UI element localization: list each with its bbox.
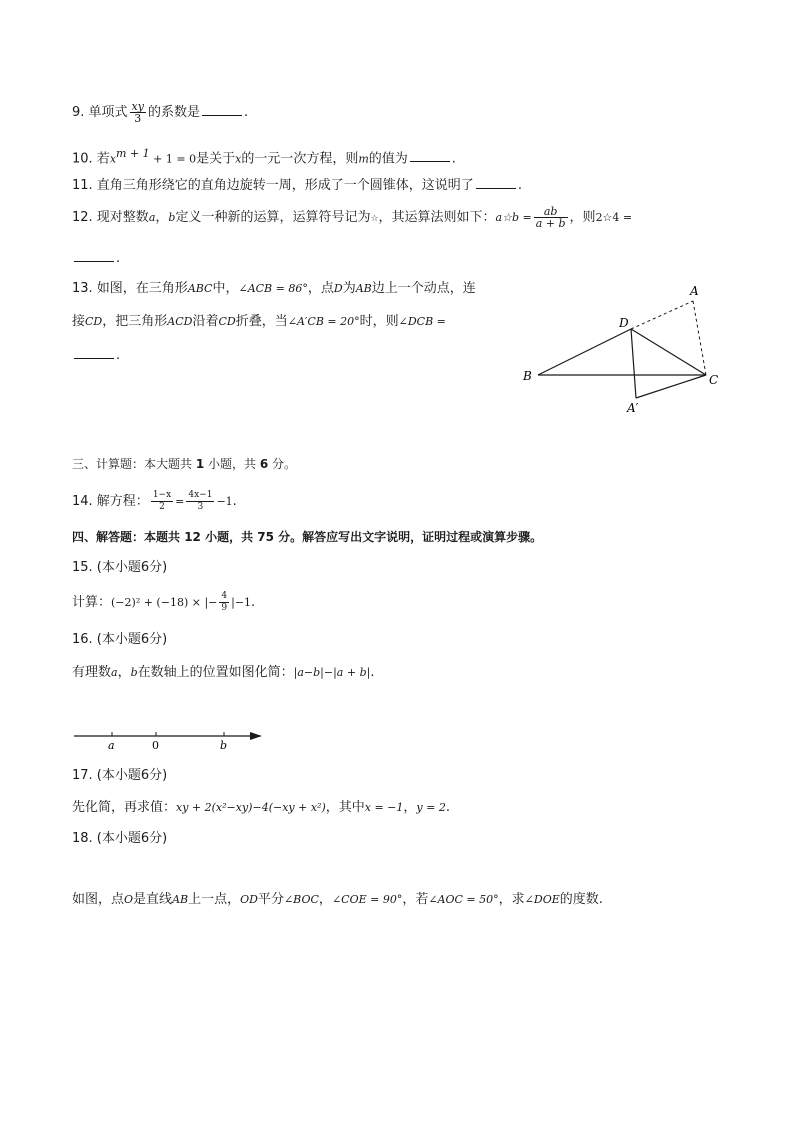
star-operator-icon: ☆: [370, 214, 379, 224]
q13-mid: 中，: [212, 281, 239, 296]
q13-l2-mid2: 沿着: [192, 314, 219, 329]
q10-mid2: 的一元一次方程，则: [241, 151, 359, 167]
q14-equals: =: [175, 495, 185, 508]
q17-end: .: [445, 800, 450, 815]
q17-sep: ，: [403, 800, 417, 815]
q12-rule-num: ab: [534, 206, 568, 218]
q14-tail: −1: [216, 495, 233, 508]
answer-blank: [74, 346, 114, 359]
question-13-line-1: [72, 280, 476, 298]
q15-fraction-num: 4: [221, 591, 228, 601]
q17-cond-y: y = 2: [416, 801, 446, 814]
q12-rule-fraction: [534, 206, 568, 229]
question-13-line-2: [72, 313, 446, 331]
q16-expr: |a−b|−|a + b|: [293, 666, 371, 679]
q18-end: .: [598, 892, 603, 907]
label-b: B: [523, 369, 532, 383]
question-12: [72, 206, 632, 229]
label-c: C: [709, 373, 719, 387]
q18-p5: ，: [318, 892, 332, 907]
answer-blank: [202, 103, 242, 116]
segment-bd: [538, 329, 631, 375]
question-17: [72, 799, 450, 817]
q14-den-1: 2: [159, 502, 165, 512]
q18-p4: 平分: [257, 892, 284, 907]
q12-mid3: ，则: [569, 210, 596, 225]
q17-expr: xy + 2(x²−xy)−4(−xy + x²): [176, 801, 326, 814]
q16-mid: 在数轴上的位置如图化简：: [137, 665, 294, 680]
question-15: [72, 591, 255, 614]
question-16: [72, 664, 374, 682]
q18-od: OD: [240, 893, 258, 906]
q14-end: .: [232, 494, 237, 509]
q12-b: b: [168, 211, 176, 224]
question-9: [72, 101, 248, 124]
q16-b: b: [130, 666, 138, 679]
q10-var: x: [235, 152, 242, 166]
segment-a-prime-c: [636, 375, 706, 398]
q9-suffix: 的系数是: [147, 105, 200, 120]
section-4-heading: [72, 528, 542, 546]
q13-suffix: 边上一个动点，连: [371, 281, 476, 296]
sec3-prefix: 三、计算题：本大题共: [72, 457, 196, 471]
sec3-suffix: 分。: [268, 457, 297, 471]
q14-num-2: 4x−1: [188, 490, 213, 500]
q10-mid: 是关于: [196, 151, 236, 167]
q14-num-1: 1−x: [152, 490, 172, 500]
sec4-score: 75: [257, 530, 274, 544]
q13-angle-a2cb: ∠A′CB = 20°: [287, 315, 360, 328]
q13-cd2: CD: [218, 315, 236, 328]
q12-prefix: 12. 现对整数: [72, 210, 149, 225]
q18-p6: ，若: [402, 892, 429, 907]
q12-comma: ，: [155, 210, 169, 225]
label-a: A: [690, 284, 699, 298]
number-line-figure: [72, 726, 272, 752]
label-a-prime: A′: [627, 401, 639, 415]
sec3-mid: 小题，共: [204, 457, 260, 471]
label-d: D: [619, 316, 629, 330]
sec4-count: 12: [184, 530, 201, 544]
q15-fraction: [219, 591, 229, 614]
q17-mid: ，其中: [325, 800, 365, 815]
question-17-heading: 17. (本小题6分): [72, 768, 168, 783]
q13-acd: ACD: [167, 315, 193, 328]
q13-l2-prefix: 接: [72, 314, 86, 329]
answer-blank: [74, 249, 114, 262]
segment-ac-dashed: [693, 301, 706, 375]
q13-l2-mid3: 折叠，当: [235, 314, 288, 329]
answer-blank: [410, 149, 450, 162]
q13-mid2: ，点: [307, 281, 334, 296]
sec3-score: 6: [259, 457, 269, 471]
q18-o: O: [124, 893, 134, 906]
q15-end: .: [251, 595, 256, 610]
sec4-mid: 小题，共: [200, 530, 258, 544]
q13-angle-dcb: ∠DCB =: [398, 315, 446, 328]
sec4-suffix: 分。解答应写出文字说明，证明过程或演算步骤。: [273, 530, 543, 544]
answer-blank: [476, 176, 516, 189]
question-18: [72, 891, 603, 909]
q12-mid2: ，其运算法则如下：: [378, 210, 496, 225]
q10-prefix: 10. 若: [72, 151, 110, 167]
q12-mid: 定义一种新的运算，运算符号记为: [175, 210, 371, 225]
q18-coe: ∠COE = 90°: [331, 893, 403, 906]
q15-prefix: 计算：: [72, 595, 112, 610]
q13-end: .: [116, 348, 121, 363]
q13-cd: CD: [85, 315, 103, 328]
question-10: [72, 145, 456, 168]
q16-comma: ，: [117, 665, 131, 680]
q13-abc: ABC: [187, 282, 213, 295]
q18-boc: ∠BOC: [283, 893, 319, 906]
tick-label-b: b: [220, 739, 228, 752]
sec4-prefix: 四、解答题：本题共: [72, 530, 185, 544]
question-16-heading: 16. (本小题6分): [72, 632, 168, 647]
q14-fraction-1: [151, 490, 173, 513]
q17-prefix: 先化简，再求值：: [72, 800, 177, 815]
question-14: [72, 490, 237, 513]
q18-p7: ，求: [498, 892, 525, 907]
q10-eq-base: x: [109, 152, 117, 166]
q11-text: 11. 直角三角形绕它的直角边旋转一周，形成了一个圆锥体，这说明了: [72, 178, 474, 193]
q16-end: .: [370, 665, 375, 680]
q13-d: D: [333, 282, 343, 295]
q13-mid3: 为: [342, 281, 356, 296]
tick-label-0: 0: [152, 739, 159, 752]
q14-den-2: 3: [197, 502, 204, 512]
tick-label-a: a: [108, 739, 115, 752]
q18-p8: 的度数: [559, 892, 599, 907]
q13-l2-mid: ，把三角形: [102, 314, 168, 329]
q18-p1: 如图，点: [72, 892, 125, 907]
q9-prefix: 9. 单项式: [72, 105, 128, 120]
q10-suffix: 的值为: [368, 151, 408, 167]
q9-end: .: [243, 105, 249, 120]
triangle-fold-figure: [515, 280, 725, 420]
q13-angle-acb: ∠ACB = 86°: [238, 282, 308, 295]
q12-rule-den: a + b: [535, 217, 566, 230]
q15-expr-1: (−2)² + (−18) × |−: [111, 596, 218, 609]
q10-end: .: [451, 151, 456, 167]
q18-p3: 上一点，: [188, 892, 241, 907]
q12-expr: 2☆4 =: [595, 211, 633, 224]
question-15-heading: 15. (本小题6分): [72, 560, 168, 575]
segment-dc: [631, 329, 706, 375]
q15-expr-2: |−1: [231, 596, 252, 609]
q12-a: a: [148, 211, 156, 224]
q18-aoc: ∠AOC = 50°: [428, 893, 499, 906]
question-18-heading: 18. (本小题6分): [72, 831, 168, 846]
q17-cond-x: x = −1: [364, 801, 404, 814]
q15-fraction-den: 9: [221, 603, 228, 613]
q13-ab: AB: [355, 282, 372, 295]
q18-ab: AB: [172, 893, 189, 906]
q13-prefix: 13. 如图，在三角形: [72, 281, 188, 296]
segment-da-dashed: [631, 301, 693, 329]
sec3-count: 1: [195, 457, 205, 471]
q16-prefix: 有理数: [72, 665, 112, 680]
q10-eq-rest: + 1 = 0: [149, 152, 197, 166]
q9-fraction-num: xy: [131, 100, 144, 113]
question-13-answer-line: [72, 346, 120, 365]
q9-fraction: [130, 101, 146, 124]
q18-p2: 是直线: [133, 892, 173, 907]
q18-doe: ∠DOE: [524, 893, 560, 906]
q12-end: .: [116, 251, 121, 266]
q11-end: .: [517, 178, 522, 193]
segment-da-prime: [631, 329, 636, 398]
q12-rule-left: a☆b =: [495, 211, 532, 224]
q13-l2-mid4: 时，则: [359, 314, 399, 329]
question-12-answer-line: [72, 249, 120, 268]
q10-eq-exponent: m + 1: [116, 147, 150, 160]
q14-prefix: 14. 解方程：: [72, 494, 149, 509]
q9-fraction-den: 3: [134, 112, 142, 125]
q16-a: a: [111, 666, 118, 679]
q14-fraction-2: [186, 490, 214, 513]
question-11: [72, 176, 522, 195]
arrow-right-icon: [250, 732, 262, 740]
q10-var2: m: [358, 152, 369, 166]
section-3-heading: [72, 455, 296, 473]
